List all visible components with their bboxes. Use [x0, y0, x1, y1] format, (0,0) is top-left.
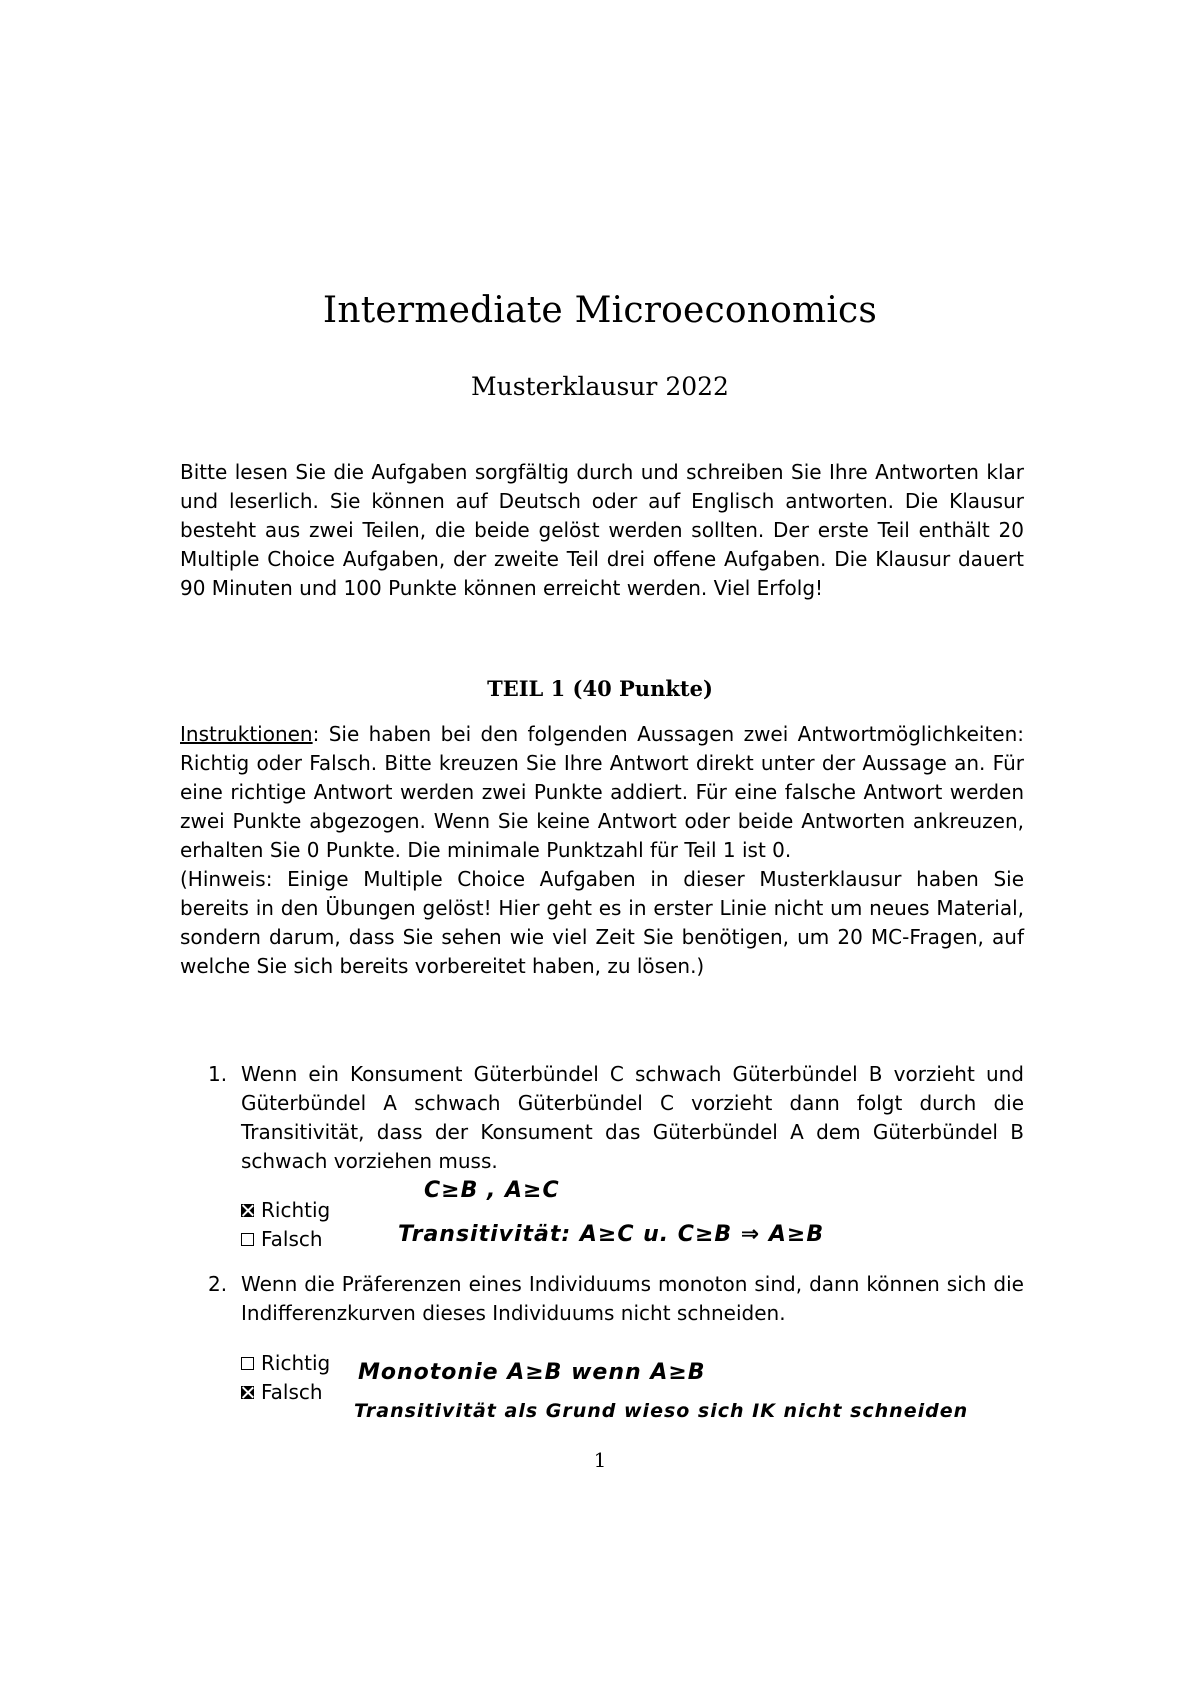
question-text: Wenn ein Konsument Güterbündel C schwach Güterbündel B vorzieht und Güterbündel A schwach Güterbündel C vorzieht dann folgt durch die Transitivität, dass der Konsument das Güterbündel A dem Güterbündel B schwach vorziehen muss. — [241, 1062, 1024, 1173]
q1-option-falsch[interactable] — [241, 1226, 323, 1252]
question-number: 2. — [208, 1272, 228, 1296]
instructions-text: : Sie haben bei den folgenden Aussagen zwei Antwortmöglichkeiten: Richtig oder Falsch. Bitte kreuzen Sie Ihre Antwort direkt unter der Aussage an. Für eine richtige Antwort werden zwei Punkte addiert. Für eine falsche Antwort werden zwei Punkte abgezogen. Wenn Sie keine Antwort oder beide Antworten ankreuzen, erhalten Sie 0 Punkte. Die minimale Punktzahl für Teil 1 ist 0. — [180, 722, 1024, 862]
handwritten-note: Transitivität als Grund wieso sich IK nicht schneiden — [354, 1400, 969, 1422]
instructions-block — [180, 720, 1024, 981]
q2-option-falsch[interactable] — [241, 1379, 323, 1405]
checkbox-icon[interactable] — [241, 1357, 254, 1370]
intro-paragraph: Bitte lesen Sie die Aufgaben sorgfältig durch und schreiben Sie Ihre Antworten klar und leserlich. Sie können auf Deutsch oder auf Englisch antworten. Die Klausur besteht aus zwei Teilen, die beide gelöst werden sollten. Der erste Teil enthält 20 Multiple Choice Aufgaben, der zweite Teil drei offene Aufgaben. Die Klausur dauert 90 Minuten und 100 Punkte können erreicht werden. Viel Erfolg! — [180, 460, 1024, 600]
page-number: 1 — [593, 1448, 607, 1472]
handwritten-note: C≥B , A≥C — [424, 1178, 560, 1203]
question-text: Wenn die Präferenzen eines Individuums monoton sind, dann können sich die Indifferenzkurven dieses Individuums nicht schneiden. — [241, 1272, 1024, 1325]
option-label: Falsch — [261, 1227, 323, 1251]
page-subtitle: Musterklausur 2022 — [471, 372, 729, 401]
handwritten-note: Transitivität: A≥C u. C≥B ⇒ A≥B — [398, 1222, 825, 1247]
q2-option-richtig[interactable] — [241, 1350, 330, 1376]
page-title: Intermediate Microeconomics — [322, 290, 878, 331]
q1-option-richtig[interactable] — [241, 1197, 330, 1223]
option-label: Richtig — [261, 1351, 331, 1375]
question-1 — [208, 1060, 1024, 1176]
section-heading: TEIL 1 (40 Punkte) — [487, 676, 713, 701]
question-2 — [208, 1270, 1024, 1328]
question-number: 1. — [208, 1062, 228, 1086]
option-label: Richtig — [261, 1198, 331, 1222]
option-label: Falsch — [261, 1380, 323, 1404]
checked-checkbox-icon[interactable] — [241, 1204, 254, 1217]
checked-checkbox-icon[interactable] — [241, 1386, 254, 1399]
hint-text: (Hinweis: Einige Multiple Choice Aufgaben in dieser Musterklausur haben Sie bereits in den Übungen gelöst! Hier geht es in erster Linie nicht um neues Material, sondern darum, dass Sie sehen wie viel Zeit Sie benötigen, um 20 MC-Fragen, auf welche Sie sich bereits vorbereitet haben, zu lösen.) — [180, 867, 1024, 978]
handwritten-note: Monotonie A≥B wenn A≥B — [358, 1360, 706, 1385]
instructions-label: Instruktionen — [180, 722, 313, 746]
checkbox-icon[interactable] — [241, 1233, 254, 1246]
